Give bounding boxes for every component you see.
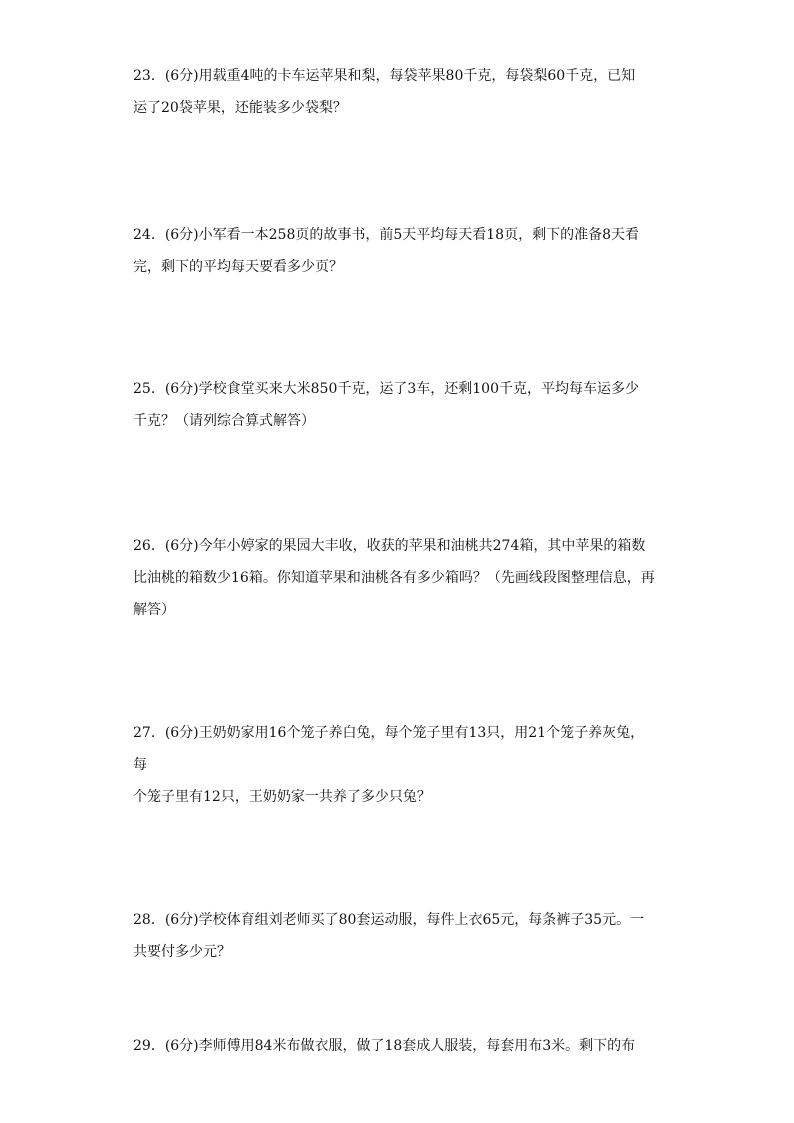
question-28-line-2: 共要付多少元？ <box>133 944 231 960</box>
question-24 <box>133 219 663 283</box>
question-26-line-1: 26．(6分)今年小婷家的果园大丰收，收获的苹果和油桃共274箱，其中苹果的箱数 <box>133 538 646 554</box>
question-23 <box>133 60 663 124</box>
question-26-line-3: 解答） <box>133 602 175 618</box>
question-27-line-1: 27．(6分)王奶奶家用16个笼子养白兔，每个笼子里有13只，用21个笼子养灰兔， <box>133 725 645 741</box>
question-26 <box>133 530 663 626</box>
question-23-line-2: 运了20袋苹果，还能装多少袋梨？ <box>133 100 347 116</box>
question-27 <box>133 717 663 813</box>
question-25-line-1: 25．(6分)学校食堂买来大米850千克，运了3车，还剩100千克，平均每车运多少 <box>133 381 639 397</box>
question-29 <box>133 1030 663 1062</box>
question-25-line-2: 千克？（请列综合算式解答） <box>133 413 315 429</box>
question-27-line-3: 个笼子里有12只，王奶奶家一共养了多少只兔？ <box>133 789 431 805</box>
question-25 <box>133 373 663 437</box>
question-29-line-1: 29．(6分)李师傅用84米布做衣服，做了18套成人服装，每套用布3米。剩下的布 <box>133 1038 636 1054</box>
question-28-line-1: 28．(6分)学校体育组刘老师买了80套运动服，每件上衣65元，每条裤子35元。一 <box>133 912 645 928</box>
question-28 <box>133 904 663 968</box>
question-24-line-2: 完，剩下的平均每天要看多少页？ <box>133 259 343 275</box>
question-24-line-1: 24．(6分)小军看一本258页的故事书，前5天平均每天看18页，剩下的准备8天看 <box>133 227 639 243</box>
question-27-line-2: 每 <box>133 757 147 773</box>
question-26-line-2: 比油桃的箱数少16箱。你知道苹果和油桃各有多少箱吗？（先画线段图整理信息，再 <box>133 570 655 586</box>
question-23-line-1: 23．(6分)用载重4吨的卡车运苹果和梨，每袋苹果80千克，每袋梨60千克，已知 <box>133 68 636 84</box>
